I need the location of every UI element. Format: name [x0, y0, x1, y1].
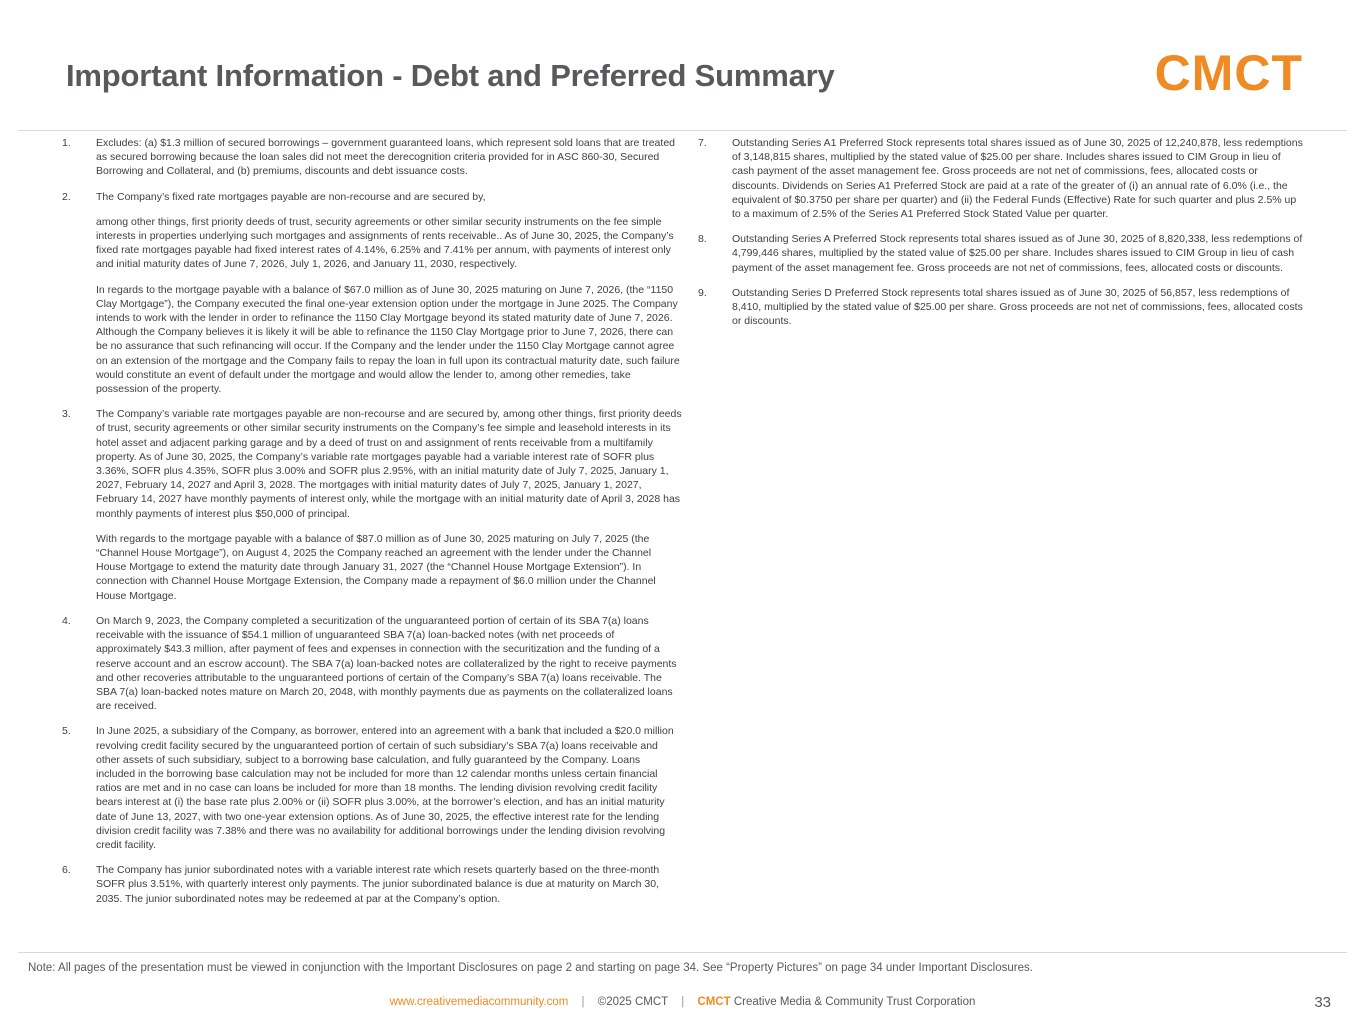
- footer-separator: |: [681, 996, 685, 1008]
- list-item: [62, 863, 682, 906]
- note-paragraph: among other things, first priority deeds of trust, security agreements or other similar security instruments on the fee simple interests in properties underlying such mortgages and assignments of rents receivable.. As of June 30, 2025, the Company’s fixed rate mortgages payable had fixed interest rates of 4.14%, 6.25% and 7.41% per annum, with payments of interest only and initial maturity dates of June 7, 2026, July 1, 2026, and January 11, 2030, respectively.: [96, 215, 674, 271]
- note-text: [96, 614, 682, 713]
- list-item: [698, 286, 1303, 329]
- footer-brand: CMCT: [697, 996, 731, 1008]
- note-paragraph: Outstanding Series D Preferred Stock represents total shares issued as of June 30, 2025 of 56,857, less redemptions of 8,410, multiplied by the stated value of $25.00 per share. Gross proceeds are not net of commissions, fees, allocated costs or discounts.: [732, 286, 1303, 328]
- page-title: Important Information - Debt and Preferred Summary: [66, 58, 835, 93]
- slide-header: [0, 0, 1365, 130]
- note-text: [732, 286, 1303, 329]
- note-text: [96, 724, 682, 852]
- note-text: [96, 407, 682, 603]
- list-item: [62, 614, 682, 713]
- note-paragraph: Outstanding Series A Preferred Stock represents total shares issued as of June 30, 2025 of 8,820,338, less redemptions of 4,799,446 shares, multiplied by the stated value of $25.00 per share. Includes shares issued to CIM Group in lieu of cash payment of the asset management fee. Gross proceeds are not net of commissions, fees, allocated costs or discounts.: [732, 233, 1303, 274]
- note-text: [96, 136, 682, 179]
- list-item: [62, 724, 682, 852]
- footer-bar: [0, 988, 1365, 1024]
- website-link[interactable]: www.creativemediacommunity.com: [389, 996, 569, 1008]
- note-paragraph: With regards to the mortgage payable with a balance of $87.0 million as of June 30, 2025 maturing on July 7, 2025 (the “Channel House Mortgage”), on August 4, 2025 the Company reached an agreement with the lender under the Channel House Mortgage to extend the maturity date through January 31, 2027 (the “Channel House Mortgage Extension”). In connection with Channel House Mortgage Extension, the Company made a repayment of $6.0 million under the Channel House Mortgage.: [96, 532, 656, 602]
- note-paragraph: In June 2025, a subsidiary of the Company, as borrower, entered into an agreement with a bank that included a $20.0 million revolving credit facility secured by the unguaranteed portion of certain of such subsidiary’s SBA 7(a) loans receivable and other assets of such subsidiary, subject to a borrowing base calculation, and fully guaranteed by the Company. Loans included in the borrowing base calculation may not be included for more than 12 calendar months unless certain financial ratios are met and in no case can loans be included for more than 18 months. The lending division revolving credit facility bears interest at (i) the base rate plus 2.00% or (ii) SOFR plus 3.00%, at the borrower’s election, and has an initial maturity date of June 13, 2027, with two one-year extension options. As of June 30, 2025, the effective interest rate for the lending division credit facility was 7.38% and there was no availability for additional borrowings under the lending division revolving credit facility.: [96, 725, 674, 851]
- footer-note: Note: All pages of the presentation must be viewed in conjunction with the Important Disclosures on page 2 and starting on page 34. See “Property Pictures” on page 34 under Important Disclosures.: [28, 962, 1033, 974]
- copyright-text: ©2025 CMCT: [597, 996, 668, 1008]
- footer-company-name: Creative Media & Community Trust Corporation: [733, 996, 976, 1008]
- note-number: 8.: [698, 233, 707, 246]
- note-paragraph: The Company has junior subordinated notes with a variable interest rate which resets quarterly based on the three-month SOFR plus 3.51%, with quarterly interest only payments. The junior subordinated balance is due at maturity on March 30, 2035. The junior subordinated notes may be redeemed at par at the Company’s option.: [96, 864, 660, 905]
- note-paragraph: On March 9, 2023, the Company completed a securitization of the unguaranteed portion of certain of its SBA 7(a) loans receivable with the issuance of $54.1 million of unguaranteed SBA 7(a) loan-backed notes (with net proceeds of approximately $43.3 million, after payment of fees and expenses in connection with the securitization and the funding of a reserve account and an escrow account). The SBA 7(a) loan-backed notes are collateralized by the right to receive payments and other recoveries attributable to the unguaranteed portions of certain of the Company’s SBA 7(a) loans receivable. The SBA 7(a) loan-backed notes mature on March 20, 2048, with monthly payments due as payments on the collateralized loans are received.: [96, 614, 677, 713]
- list-item: [62, 136, 682, 179]
- note-number: 6.: [62, 864, 71, 877]
- note-number: 2.: [62, 190, 71, 203]
- note-text: [732, 136, 1303, 221]
- note-text: [96, 863, 682, 906]
- note-number: 3.: [62, 408, 71, 421]
- note-text: [732, 232, 1303, 275]
- cmct-logo: CMCT: [1154, 45, 1303, 101]
- list-item: [62, 190, 682, 397]
- note-number: 7.: [698, 137, 707, 149]
- list-item: [62, 407, 682, 603]
- list-item: [698, 136, 1303, 221]
- note-number: 1.: [62, 137, 71, 149]
- note-paragraph: The Company’s fixed rate mortgages payable are non-recourse and are secured by,: [96, 190, 486, 203]
- note-number: 4.: [62, 614, 71, 627]
- note-paragraph: Outstanding Series A1 Preferred Stock represents total shares issued as of June 30, 2025 of 12,240,878, less redemptions of 3,148,815 shares, multiplied by the stated value of $25.00 per share. Includes shares issued to CIM Group in lieu of cash payment of the asset management fee. Gross proceeds are not net of commissions, fees, allocated costs or discounts. Dividends on Series A1 Preferred Stock are paid at a rate of the greater of (i) an annual rate of 6.0% (i.e., the equivalent of $0.3750 per share per quarter) and (ii) the Federal Funds (Effective) Rate for such quarter and plus 2.5% up to a maximum of 2.5% of the Series A1 Preferred Stock Stated Value per quarter.: [732, 137, 1303, 221]
- note-paragraph: The Company’s variable rate mortgages payable are non-recourse and are secured by, among other things, first priority deeds of trust, security agreements or other similar security instruments on the Company’s fee simple and leasehold interests in its hotel asset and adjacent parking garage and by a deed of trust on and assignment of rents receivable from a multifamily property. As of June 30, 2025, the Company’s variable rate mortgages payable had a variable interest rate of SOFR plus 3.36%, SOFR plus 4.35%, SOFR plus 3.00% and SOFR plus 2.95%, with an initial maturity date of July 7, 2025, January 1, 2027, February 14, 2027 and April 3, 2028. The mortgages with initial maturity dates of July 7, 2025, January 1, 2027, February 14, 2027 have monthly payments of interest only, while the mortgage with an initial maturity date of April 3, 2028 has monthly payments of interest plus $50,000 of principal.: [96, 408, 682, 520]
- note-paragraph: Excludes: (a) $1.3 million of secured borrowings – government guaranteed loans, which represent sold loans that are treated as secured borrowing because the loan sales did not meet the derecognition criteria provided for in ASC 860-30, Secured Borrowing and Collateral, and (b) premiums, discounts and debt issuance costs.: [96, 137, 675, 178]
- header-divider: [18, 130, 1347, 131]
- footer-center: [0, 996, 1365, 1008]
- left-column: [62, 136, 682, 917]
- note-number: 5.: [62, 725, 71, 738]
- right-column: [698, 136, 1303, 339]
- page-number: 33: [1314, 994, 1331, 1011]
- list-item: [698, 232, 1303, 275]
- note-text: [96, 190, 682, 397]
- note-number: 9.: [698, 286, 707, 299]
- note-paragraph: In regards to the mortgage payable with a balance of $67.0 million as of June 30, 2025 maturing on June 7, 2026, (the “1150 Clay Mortgage”), the Company executed the final one-year extension option under the mortgage in June 2025. The Company intends to work with the lender in order to refinance the 1150 Clay Mortgage beyond its stated maturity date of June 7, 2026. Although the Company believes it is likely it will be able to refinance the 1150 Clay Mortgage prior to June 7, 2026, there can be no assurance that such refinancing will occur. If the Company and the lender under the 1150 Clay Mortgage cannot agree on an extension of the mortgage and the Company fails to repay the loan in full upon its contractual maturity date, such failure would constitute an event of default under the mortgage and would allow the lender to, among other remedies, take possession of the property.: [96, 283, 680, 396]
- footer-divider: [18, 952, 1347, 953]
- footer-separator: |: [581, 996, 585, 1008]
- footnotes-body: [0, 136, 1365, 936]
